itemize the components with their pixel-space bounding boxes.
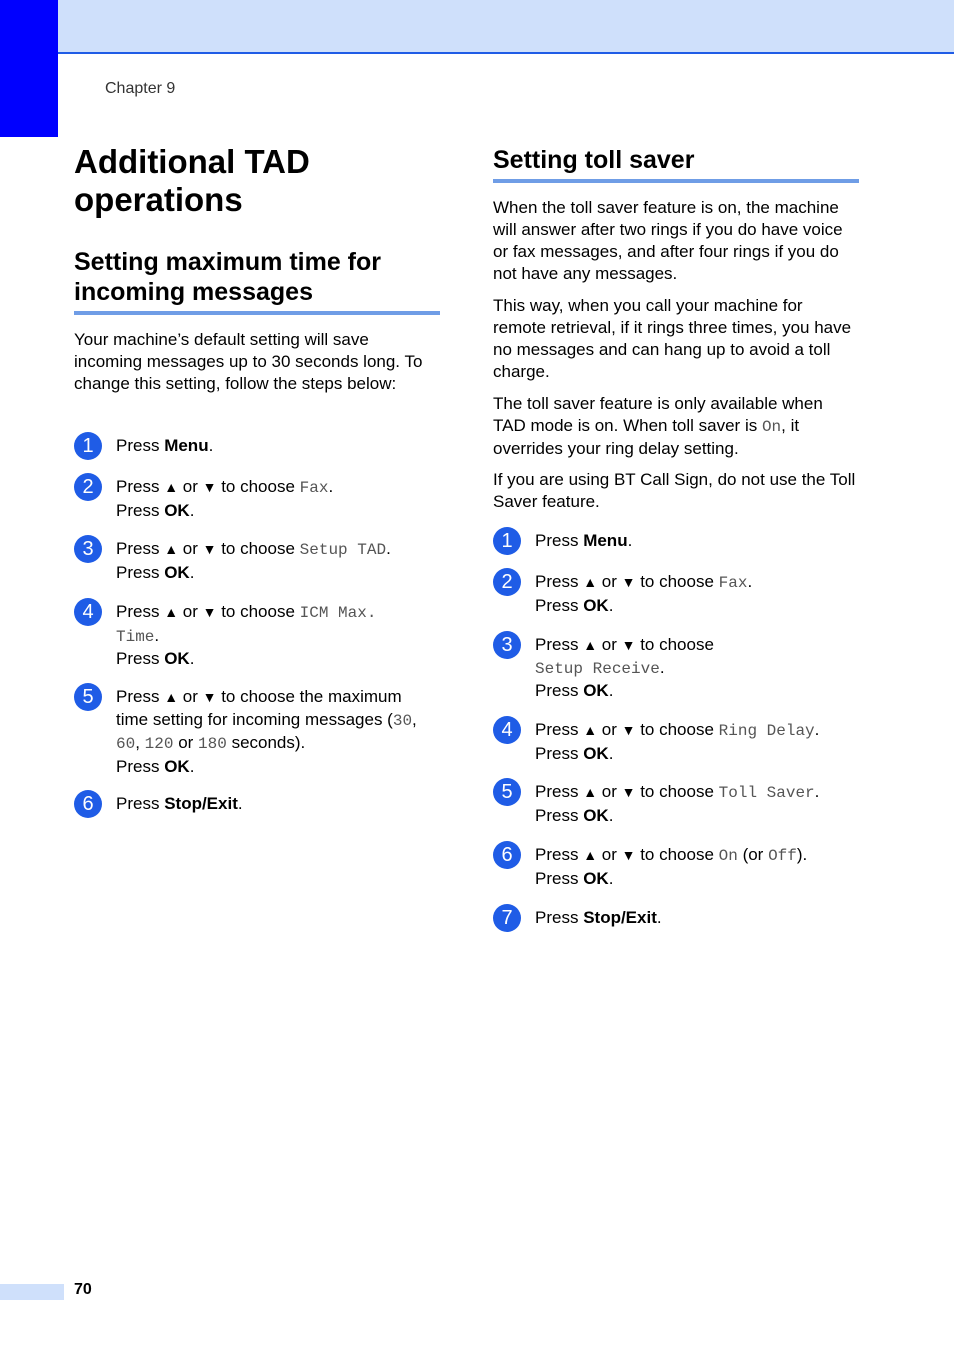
down-arrow-icon: ▼ — [202, 689, 217, 705]
down-arrow-icon: ▼ — [202, 479, 217, 495]
paragraph: The toll saver feature is only available when TAD mode is on. When toll saver is On, it overrides your ring delay setting. — [493, 394, 823, 458]
chapter-tab — [0, 0, 58, 137]
up-arrow-icon: ▲ — [164, 689, 179, 705]
page-number: 70 — [74, 1281, 92, 1298]
page-title-line2: operations — [74, 181, 243, 218]
step-number-badge: 1 — [74, 432, 102, 460]
up-arrow-icon: ▲ — [164, 541, 179, 557]
step-text: Press Stop/Exit. — [116, 794, 243, 813]
up-arrow-icon: ▲ — [164, 604, 179, 620]
step-number-badge: 6 — [74, 790, 102, 818]
down-arrow-icon: ▼ — [621, 722, 636, 738]
down-arrow-icon: ▼ — [621, 784, 636, 800]
step-text: Press ▲ or ▼ to choose ICM Max. Time. Press OK. — [116, 602, 377, 668]
step-number-badge: 7 — [493, 904, 521, 932]
up-arrow-icon: ▲ — [583, 847, 598, 863]
step-number-badge: 6 — [493, 841, 521, 869]
section-heading-line1: Setting maximum time for — [74, 248, 381, 276]
step-text: Press Stop/Exit. — [535, 908, 662, 927]
step-number-badge: 2 — [74, 473, 102, 501]
step-number-badge: 4 — [74, 598, 102, 626]
down-arrow-icon: ▼ — [202, 541, 217, 557]
step-text: Press ▲ or ▼ to choose Fax. Press OK. — [116, 477, 334, 520]
step-text: Press Menu. — [116, 436, 214, 455]
up-arrow-icon: ▲ — [583, 722, 598, 738]
down-arrow-icon: ▼ — [621, 847, 636, 863]
section-heading-toll-saver: Setting toll saver — [493, 146, 695, 174]
step-text: Press ▲ or ▼ to choose Ring Delay. Press OK. — [535, 720, 820, 763]
page-title-line1: Additional TAD — [74, 143, 310, 180]
step-text: Press Menu. — [535, 531, 633, 550]
chapter-label: Chapter 9 — [105, 80, 176, 97]
up-arrow-icon: ▲ — [583, 784, 598, 800]
up-arrow-icon: ▲ — [583, 637, 598, 653]
step-number-badge: 4 — [493, 716, 521, 744]
step-text: Press ▲ or ▼ to choose On (or Off). Press OK. — [535, 845, 808, 888]
paragraph: When the toll saver feature is on, the machine will answer after two rings if you do have voice or fax messages, and after four rings if you do not have any messages. — [493, 198, 843, 283]
step-text: Press ▲ or ▼ to choose Setup Receive. Press OK. — [535, 635, 714, 700]
step-number-badge: 5 — [74, 683, 102, 711]
step-number-badge: 2 — [493, 568, 521, 596]
intro-paragraph: Your machine’s default setting will save incoming messages up to 30 seconds long. To change this setting, follow the steps below: — [74, 330, 423, 393]
section-rule — [493, 179, 859, 183]
step-number-badge: 5 — [493, 778, 521, 806]
paragraph: This way, when you call your machine for remote retrieval, if it rings three times, you have no messages and can hang up to avoid a toll charge. — [493, 296, 852, 381]
down-arrow-icon: ▼ — [621, 637, 636, 653]
step-number-badge: 3 — [74, 535, 102, 563]
step-number-badge: 1 — [493, 527, 521, 555]
up-arrow-icon: ▲ — [583, 574, 598, 590]
down-arrow-icon: ▼ — [621, 574, 636, 590]
step-number-badge: 3 — [493, 631, 521, 659]
section-heading-line2: incoming messages — [74, 278, 313, 306]
page-title — [74, 143, 310, 219]
down-arrow-icon: ▼ — [202, 604, 217, 620]
step-text: Press ▲ or ▼ to choose Toll Saver. Press OK. — [535, 782, 820, 825]
section-heading-max-time — [74, 247, 381, 307]
step-text: Press ▲ or ▼ to choose Setup TAD. Press OK. — [116, 539, 391, 582]
step-text: Press ▲ or ▼ to choose the maximum time setting for incoming messages (30, 60, 120 or 180 seconds). Press OK. — [116, 687, 417, 776]
paragraph: If you are using BT Call Sign, do not use the Toll Saver feature. — [493, 470, 856, 511]
footer-band — [0, 1284, 64, 1300]
up-arrow-icon: ▲ — [164, 479, 179, 495]
header-band — [58, 0, 954, 54]
section-rule — [74, 311, 440, 315]
step-text: Press ▲ or ▼ to choose Fax. Press OK. — [535, 572, 753, 615]
